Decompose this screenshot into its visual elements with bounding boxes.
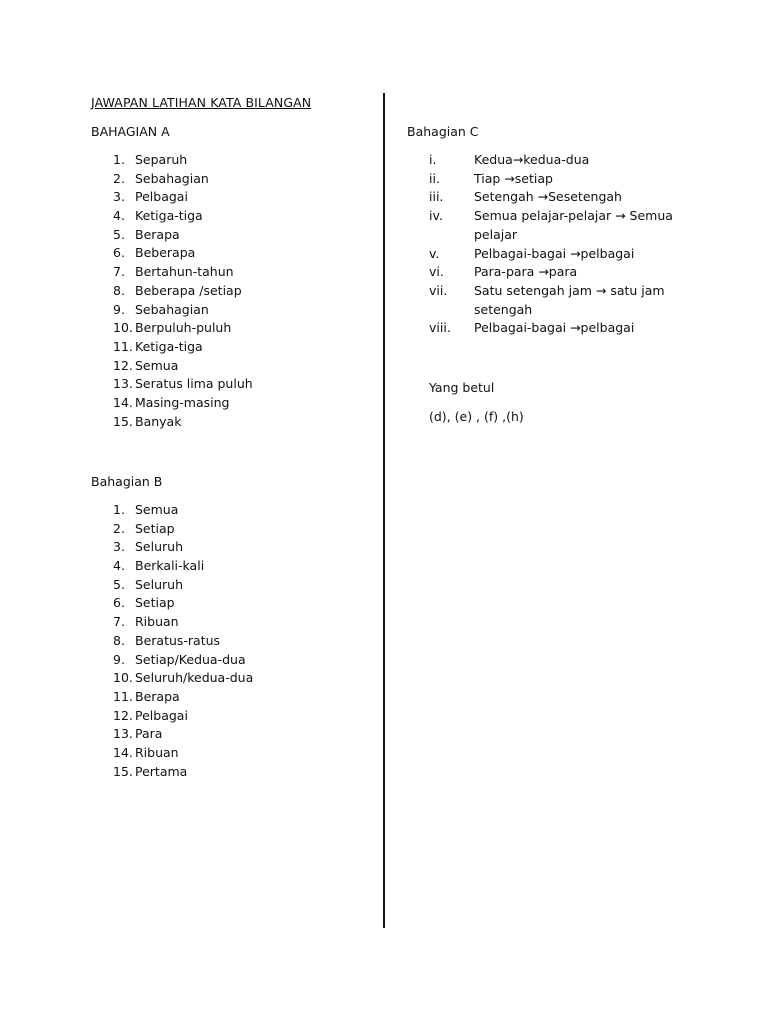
item-number: 5. (113, 226, 125, 242)
page-title: JAWAPAN LATIHAN KATA BILANGAN (91, 95, 312, 110)
item-number: 12. (113, 357, 133, 373)
list-item (429, 263, 674, 282)
item-number: 8. (113, 282, 125, 298)
item-number: 14. (113, 394, 133, 410)
section-a-heading: BAHAGIAN A (91, 124, 170, 139)
item-text: Masing-masing (135, 394, 230, 410)
item-number: 3. (113, 189, 125, 205)
item-text: Semua (135, 502, 179, 517)
item-text: Beberapa (135, 245, 196, 261)
item-number: 15. (113, 763, 133, 779)
item-text: Banyak (135, 413, 182, 429)
item-text: Para-para →para (474, 264, 578, 280)
item-text: Seluruh/kedua-dua (135, 670, 254, 686)
item-text: Semua pelajar-pelajar → Semua pelajar (474, 208, 673, 242)
item-text: Sebahagian (135, 301, 209, 317)
item-number: 1. (113, 152, 125, 167)
item-number: iii. (429, 189, 444, 205)
item-number: vii. (429, 282, 448, 298)
section-b-heading: Bahagian B (91, 474, 163, 489)
item-number: 15. (113, 413, 133, 429)
list-item (429, 319, 674, 338)
item-number: 13. (113, 376, 133, 392)
item-text: Seluruh (135, 576, 184, 592)
item-text: Ketiga-tiga (135, 208, 203, 224)
item-text: Pertama (135, 763, 188, 779)
item-number: 12. (113, 707, 133, 723)
item-number: 14. (113, 744, 133, 760)
item-number: 7. (113, 264, 125, 280)
item-number: viii. (429, 320, 451, 336)
item-number: 9. (113, 651, 125, 667)
list-item (429, 151, 674, 170)
item-text: Ketiga-tiga (135, 338, 203, 354)
section-c-list (429, 151, 674, 338)
item-text: Sebahagian (135, 170, 209, 186)
item-text: Beratus-ratus (135, 632, 221, 648)
item-text: Berapa (135, 688, 180, 704)
correct-answers-label: Yang betul (429, 380, 495, 395)
item-number: 1. (113, 502, 125, 517)
item-number: 4. (113, 558, 125, 574)
item-number: 11. (113, 338, 133, 354)
item-text: Berpuluh-puluh (135, 320, 232, 336)
item-number: 7. (113, 614, 125, 630)
item-text: Setiap (135, 595, 175, 611)
correct-answers: (d), (e) , (f) ,(h) (429, 409, 524, 424)
item-text: Berapa (135, 226, 180, 242)
item-number: 11. (113, 688, 133, 704)
item-text: Setiap (135, 520, 175, 536)
item-number: iv. (429, 208, 443, 224)
item-text: Tiap →setiap (474, 170, 553, 186)
item-number: 6. (113, 595, 125, 611)
item-text: Ribuan (135, 614, 179, 630)
item-number: 4. (113, 208, 125, 224)
item-text: Pelbagai-bagai →pelbagai (474, 245, 635, 261)
item-number: ii. (429, 170, 440, 186)
item-text: Bertahun-tahun (135, 264, 234, 280)
item-number: i. (429, 152, 437, 167)
item-number: v. (429, 245, 440, 261)
list-item (429, 282, 674, 319)
item-text: Pelbagai-bagai →pelbagai (474, 320, 635, 336)
item-text: Semua (135, 357, 179, 373)
item-text: Satu setengah jam → satu jam setengah (474, 282, 665, 317)
item-text: Kedua→kedua-dua (474, 152, 590, 167)
item-number: 10. (113, 320, 133, 336)
item-number: 2. (113, 170, 125, 186)
item-text: Ribuan (135, 744, 179, 760)
item-number: 5. (113, 576, 125, 592)
section-c-heading: Bahagian C (407, 124, 479, 139)
item-text: Pelbagai (135, 189, 188, 205)
item-number: 10. (113, 670, 133, 686)
item-text: Para (135, 726, 163, 742)
item-text: Pelbagai (135, 707, 188, 723)
item-text: Seluruh (135, 539, 184, 555)
item-number: 9. (113, 301, 125, 317)
item-text: Seratus lima puluh (135, 376, 253, 392)
list-item (429, 170, 674, 189)
item-number: vi. (429, 264, 444, 280)
item-number: 8. (113, 632, 125, 648)
list-item (429, 207, 674, 244)
item-text: Beberapa /setiap (135, 282, 242, 298)
item-text: Berkali-kali (135, 558, 205, 574)
item-text: Separuh (135, 152, 188, 167)
list-item (429, 245, 674, 264)
column-divider (383, 93, 385, 928)
item-text: Setiap/Kedua-dua (135, 651, 246, 667)
item-text: Setengah →Sesetengah (474, 189, 622, 205)
item-number: 3. (113, 539, 125, 555)
item-number: 6. (113, 245, 125, 261)
item-number: 2. (113, 520, 125, 536)
item-number: 13. (113, 726, 133, 742)
list-item (429, 188, 674, 207)
